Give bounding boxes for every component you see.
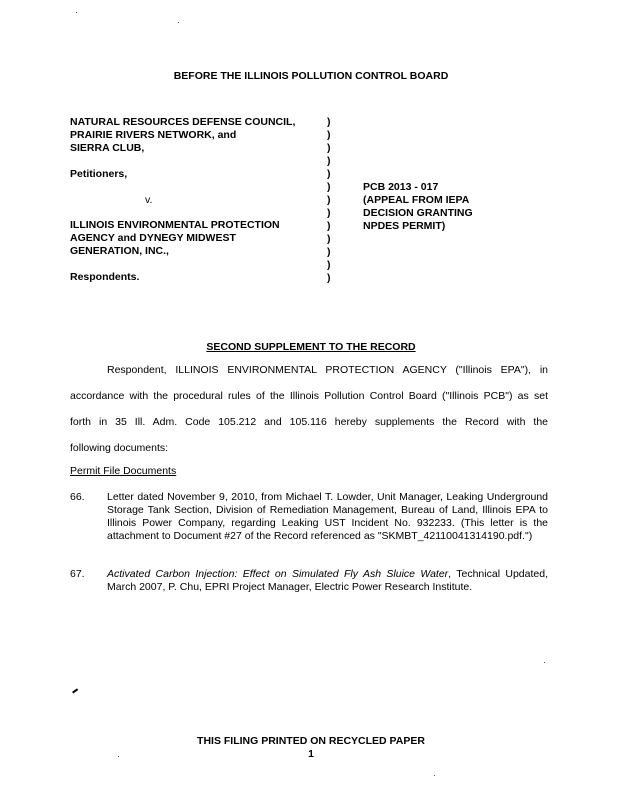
pen-mark <box>72 688 78 693</box>
petitioner-line: NATURAL RESOURCES DEFENSE COUNCIL, <box>70 116 296 128</box>
caption-paren: ) <box>327 168 331 180</box>
scan-speck <box>76 12 77 13</box>
caption-paren: ) <box>327 233 331 245</box>
case-number-block <box>363 181 473 233</box>
respondent-line: ILLINOIS ENVIRONMENTAL PROTECTION <box>70 219 280 231</box>
section-heading: Permit File Documents <box>70 465 177 477</box>
page-number: 1 <box>308 748 314 760</box>
board-title: BEFORE THE ILLINOIS POLLUTION CONTROL BOARD <box>173 70 449 82</box>
item-67-text <box>107 568 548 594</box>
item-67-title: Activated Carbon Injection: Effect on Simulated Fly Ash Sluice Water <box>107 568 449 580</box>
caption-paren: ) <box>327 194 331 206</box>
intro-line-2: accordance with the procedural rules of the Illinois Pollution Control Board ("Illinois PCB") as set <box>70 390 548 402</box>
petitioner-line: PRAIRIE RIVERS NETWORK, and <box>70 129 237 141</box>
recycled-paper-notice: THIS FILING PRINTED ON RECYCLED PAPER <box>197 735 425 747</box>
versus: v. <box>145 194 153 206</box>
intro-line-4: following documents: <box>70 442 169 454</box>
petitioner-line: SIERRA CLUB, <box>70 142 145 154</box>
item-66-text: Letter dated November 9, 2010, from Michael T. Lowder, Unit Manager, Leaking Underground Storage Tank Section, Division of Remediation Management, Bureau of Land, Illinois EPA to Illinois Power Company, regarding Leaking UST Incident No. 932233. (This letter is the attachment to Document #27 of the Record referenced as "SKMBT_42110041314190.pdf.") <box>107 491 548 542</box>
caption-paren: ) <box>327 272 331 284</box>
caption-paren: ) <box>327 181 331 193</box>
respondents-block <box>70 219 280 258</box>
case-line: NPDES PERMIT) <box>363 220 446 232</box>
item-67-details: , Technical Updated, March 2007, P. Chu, EPRI Project Manager, Electric Power Research Institute. <box>107 568 548 593</box>
scan-speck <box>178 22 179 23</box>
caption-paren: ) <box>327 207 331 219</box>
scan-speck <box>434 775 435 776</box>
caption-paren: ) <box>327 155 331 167</box>
scan-speck <box>544 662 545 663</box>
caption-paren: ) <box>327 142 331 154</box>
caption-paren: ) <box>327 220 331 232</box>
caption-paren: ) <box>327 259 331 271</box>
caption-paren: ) <box>327 116 331 128</box>
item-number: 67. <box>70 568 85 580</box>
petitioners-block <box>70 116 295 155</box>
case-line: DECISION GRANTING <box>363 207 473 219</box>
item-number: 66. <box>70 491 85 503</box>
caption-paren: ) <box>327 246 331 258</box>
respondent-line: AGENCY and DYNEGY MIDWEST <box>70 232 236 244</box>
case-line: (APPEAL FROM IEPA <box>363 194 470 206</box>
petitioners-label: Petitioners, <box>70 168 128 180</box>
intro-line-1: Respondent, ILLINOIS ENVIRONMENTAL PROTECTION AGENCY ("Illinois EPA"), in <box>107 364 548 376</box>
respondent-line: GENERATION, INC., <box>70 245 169 257</box>
caption-paren: ) <box>327 129 331 141</box>
intro-line-3: forth in 35 Ill. Adm. Code 105.212 and 105.116 hereby supplements the Record with the <box>70 416 548 428</box>
respondents-label: Respondents. <box>70 271 140 283</box>
document-title: SECOND SUPPLEMENT TO THE RECORD <box>206 341 416 353</box>
case-number: PCB 2013 - 017 <box>363 181 439 193</box>
